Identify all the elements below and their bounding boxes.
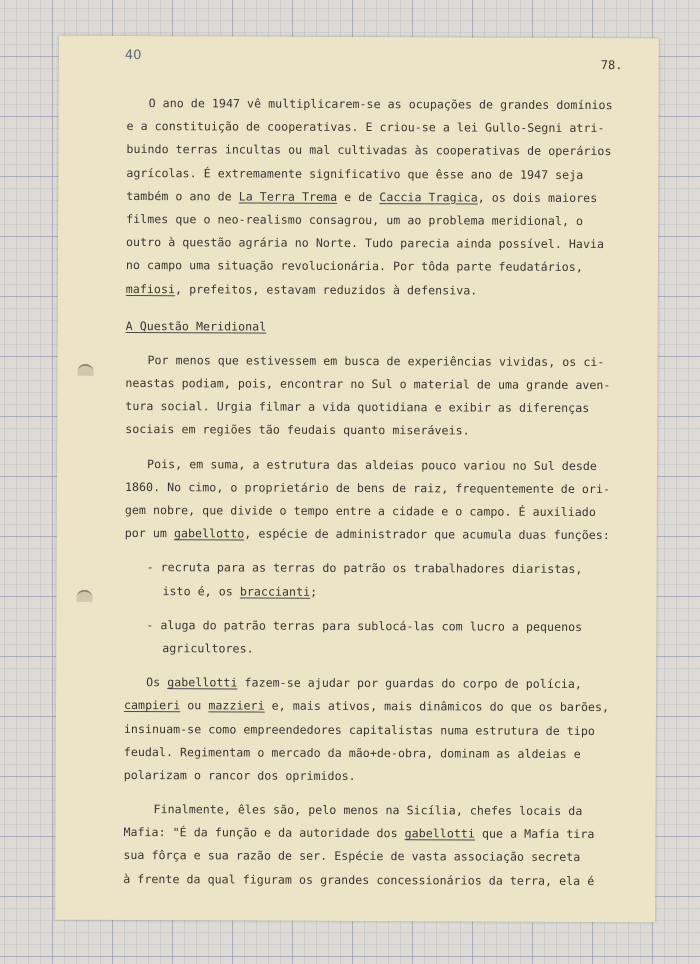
text-line: também o ano de La Terra Trema e de Caccia Tragica, os dois maiores (126, 188, 598, 205)
film-title: Caccia Tragica (379, 189, 478, 205)
text-line: campieri ou mazzieri e, mais ativos, mais dinâmicos do que os barões, (123, 698, 610, 715)
text-line: Por menos que estivessem em busca de experiências vividas, os ci- (147, 352, 605, 369)
text-line: polarizam o rancor dos oprimidos. (123, 767, 356, 783)
text-line: 1860. No cimo, o proprietário de bens de raiz, frequentemente de ori- (124, 479, 611, 496)
text-line: neastas podiam, pois, encontrar no Sul o material de uma grande aven- (125, 376, 611, 393)
section-heading: A Questão Meridional (125, 318, 267, 334)
text-line: tura social. Urgia filmar a vida quotidiana e exibir as diferenças (125, 399, 590, 416)
underlined-term: gabellotto (173, 526, 245, 541)
body-text (123, 92, 626, 893)
film-title: La Terra Trema (238, 189, 338, 204)
text-line: sociais em regiões tão feudais quanto miseráveis. (125, 422, 470, 438)
text-line: insinuam-se como empreendedores capitalistas numa estrutura de tipo (123, 721, 595, 738)
punch-hole (77, 364, 93, 376)
typewritten-page (55, 36, 659, 923)
text-line: Finalmente, êles são, pelo menos na Sicília, chefes locais da (153, 802, 583, 819)
corner-number: 40 (124, 47, 142, 64)
text-line: Os gabellotti fazem-se ajudar por guardas do corpo de polícia, (146, 675, 583, 692)
text-line: feudal. Regimentam o mercado da mão+de-obra, dominam as aldeias e (123, 744, 581, 761)
text-line: à frente da qual figuram os grandes concessionários da terra, ela é (123, 871, 595, 888)
underlined-term: braccianti (239, 584, 311, 599)
list-item: - recruta para as terras do patrão os trabalhadores diaristas, (146, 560, 583, 577)
text-line: agrícolas. É extremamente significativo que êsse ano de 1947 seja (126, 165, 584, 182)
underlined-term: gabellotti (404, 826, 475, 841)
underlined-term: gabellotti (167, 675, 238, 690)
text-line: O ano de 1947 vê multiplicarem-se as ocupações de grandes domínios (148, 96, 613, 113)
list-item-continuation: isto é, os braccianti; (162, 583, 318, 599)
text-line: e a constituição de cooperativas. E criou-se a lei Gullo-Segni atri- (126, 119, 605, 136)
list-item-continuation: agricultores. (162, 641, 254, 656)
underlined-term: mazzieri (208, 698, 265, 713)
text-line: mafiosi, prefeitos, estavam reduzidos à defensiva. (125, 281, 478, 298)
text-line: Mafia: "É da função e da autoridade dos gabellotti que a Mafia tira (123, 825, 595, 842)
text-line: filmes que o neo-realismo consagrou, um ao problema meridional, o (126, 211, 584, 228)
underlined-term: campieri (123, 698, 181, 713)
text-line: outro à questão agrária no Norte. Tudo parecia ainda possível. Havia (126, 235, 605, 252)
page-number: 78. (600, 58, 623, 73)
text-line: buindo terras incultas ou mal cultivadas às cooperativas de operários (126, 142, 612, 159)
text-line: gem nobre, que divide o tempo entre a cidade e o campo. É auxiliado (124, 502, 596, 520)
text-line: por um gabellotto, espécie de administrador que acumula duas funções: (124, 526, 610, 543)
punch-hole (76, 590, 92, 602)
text-line: no campo uma situação revolucionária. Por tôda parte feudatários, (125, 258, 583, 275)
underlined-term: mafiosi (125, 281, 176, 296)
text-line: sua fôrça e sua razão de ser. Espécie de vasta associação secreta (123, 848, 581, 865)
list-item: - aluga do patrão terras para sublocá-las com lucro a pequenos (146, 617, 583, 634)
text-line: Pois, em suma, a estrutura das aldeias pouco variou no Sul desde (147, 456, 598, 473)
